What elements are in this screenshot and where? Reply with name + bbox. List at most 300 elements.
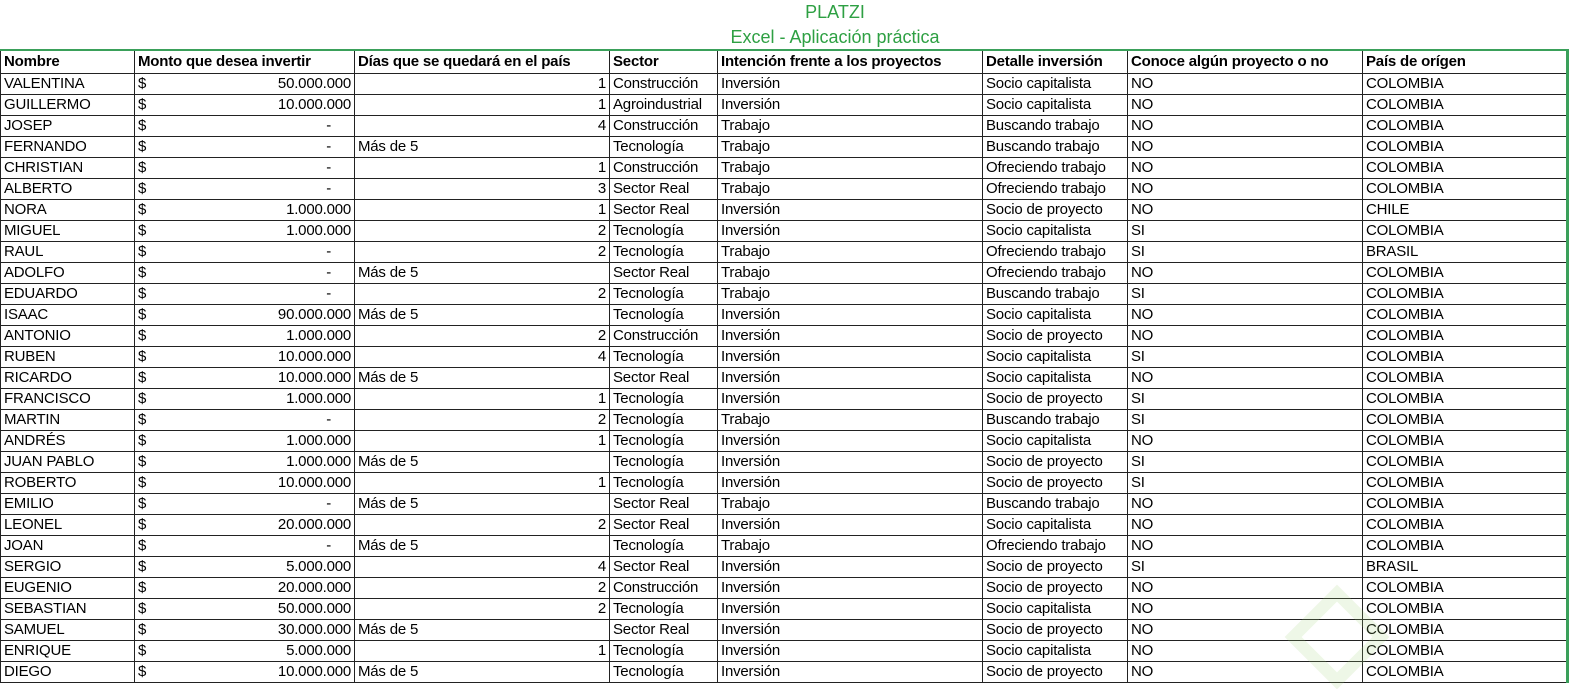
cell-knows-project[interactable]: NO — [1128, 137, 1363, 158]
table-row — [1, 494, 1568, 515]
cell-country[interactable]: COLOMBIA — [1363, 326, 1568, 347]
cell-name[interactable]: ENRIQUE — [1, 641, 135, 662]
cell-intention[interactable]: Inversión — [718, 95, 983, 116]
cell-days[interactable]: Más de 5 — [355, 662, 610, 683]
cell-days[interactable]: 4 — [355, 116, 610, 137]
cell-intention[interactable]: Inversión — [718, 641, 983, 662]
cell-intention[interactable]: Inversión — [718, 578, 983, 599]
cell-sector[interactable]: Tecnología — [610, 137, 718, 158]
cell-knows-project[interactable]: SI — [1128, 389, 1363, 410]
cell-sector[interactable]: Tecnología — [610, 221, 718, 242]
cell-country[interactable]: COLOMBIA — [1363, 221, 1568, 242]
cell-intention[interactable]: Trabajo — [718, 158, 983, 179]
cell-days[interactable]: 2 — [355, 515, 610, 536]
currency-symbol: $ — [138, 558, 147, 575]
cell-country[interactable]: COLOMBIA — [1363, 620, 1568, 641]
amount-value: - — [326, 264, 331, 281]
table-row — [1, 284, 1568, 305]
cell-detail[interactable]: Socio capitalista — [983, 347, 1128, 368]
cell-sector[interactable]: Construcción — [610, 578, 718, 599]
cell-name[interactable]: RICARDO — [1, 368, 135, 389]
cell-name[interactable]: EMILIO — [1, 494, 135, 515]
cell-amount[interactable] — [135, 662, 355, 683]
cell-country[interactable]: COLOMBIA — [1363, 389, 1568, 410]
cell-sector[interactable]: Tecnología — [610, 431, 718, 452]
cell-amount[interactable] — [135, 557, 355, 578]
cell-days[interactable]: 2 — [355, 326, 610, 347]
cell-country[interactable]: COLOMBIA — [1363, 536, 1568, 557]
cell-detail[interactable]: Buscando trabajo — [983, 494, 1128, 515]
cell-days[interactable]: 2 — [355, 221, 610, 242]
cell-knows-project[interactable]: SI — [1128, 242, 1363, 263]
cell-country[interactable]: COLOMBIA — [1363, 662, 1568, 683]
cell-name[interactable]: EDUARDO — [1, 284, 135, 305]
cell-country[interactable]: COLOMBIA — [1363, 263, 1568, 284]
cell-sector[interactable]: Tecnología — [610, 662, 718, 683]
cell-days[interactable]: Más de 5 — [355, 263, 610, 284]
cell-knows-project[interactable]: NO — [1128, 263, 1363, 284]
cell-country[interactable]: COLOMBIA — [1363, 494, 1568, 515]
cell-amount[interactable] — [135, 641, 355, 662]
cell-amount[interactable] — [135, 179, 355, 200]
currency-symbol: $ — [138, 306, 147, 323]
cell-sector[interactable]: Tecnología — [610, 305, 718, 326]
table-row — [1, 641, 1568, 662]
amount-value: - — [326, 285, 331, 302]
cell-knows-project[interactable]: SI — [1128, 347, 1363, 368]
currency-symbol: $ — [138, 537, 147, 554]
cell-days[interactable]: Más de 5 — [355, 494, 610, 515]
amount-value: 1.000.000 — [286, 432, 351, 449]
cell-knows-project[interactable]: SI — [1128, 473, 1363, 494]
cell-knows-project[interactable]: NO — [1128, 95, 1363, 116]
cell-knows-project[interactable]: NO — [1128, 599, 1363, 620]
cell-country[interactable]: BRASIL — [1363, 242, 1568, 263]
cell-knows-project[interactable]: SI — [1128, 452, 1363, 473]
cell-sector[interactable]: Sector Real — [610, 557, 718, 578]
cell-name[interactable]: FERNANDO — [1, 137, 135, 158]
cell-amount[interactable] — [135, 494, 355, 515]
cell-amount[interactable] — [135, 368, 355, 389]
amount-value: 1.000.000 — [286, 201, 351, 218]
cell-country[interactable]: COLOMBIA — [1363, 515, 1568, 536]
column-header-name[interactable]: Nombre — [1, 50, 135, 74]
cell-name[interactable]: LEONEL — [1, 515, 135, 536]
cell-amount[interactable] — [135, 95, 355, 116]
cell-intention[interactable]: Inversión — [718, 74, 983, 95]
cell-name[interactable]: NORA — [1, 200, 135, 221]
table-row — [1, 557, 1568, 578]
cell-country[interactable]: COLOMBIA — [1363, 158, 1568, 179]
cell-sector[interactable]: Tecnología — [610, 452, 718, 473]
cell-country[interactable]: COLOMBIA — [1363, 641, 1568, 662]
cell-days[interactable]: Más de 5 — [355, 536, 610, 557]
cell-name[interactable]: DIEGO — [1, 662, 135, 683]
cell-knows-project[interactable]: NO — [1128, 368, 1363, 389]
cell-name[interactable]: FRANCISCO — [1, 389, 135, 410]
cell-intention[interactable]: Trabajo — [718, 137, 983, 158]
table-row — [1, 158, 1568, 179]
cell-name[interactable]: ROBERTO — [1, 473, 135, 494]
currency-symbol: $ — [138, 642, 147, 659]
cell-name[interactable]: ANDRÉS — [1, 431, 135, 452]
cell-amount[interactable] — [135, 536, 355, 557]
table-row — [1, 620, 1568, 641]
cell-intention[interactable]: Inversión — [718, 368, 983, 389]
cell-country[interactable]: CHILE — [1363, 200, 1568, 221]
amount-value: 90.000.000 — [277, 306, 351, 323]
cell-days[interactable]: 4 — [355, 557, 610, 578]
cell-sector[interactable]: Sector Real — [610, 200, 718, 221]
cell-amount[interactable] — [135, 431, 355, 452]
cell-sector[interactable]: Agroindustrial — [610, 95, 718, 116]
cell-country[interactable]: COLOMBIA — [1363, 305, 1568, 326]
cell-intention[interactable]: Trabajo — [718, 494, 983, 515]
cell-sector[interactable]: Construcción — [610, 158, 718, 179]
amount-value: - — [326, 411, 331, 428]
amount-value: 10.000.000 — [277, 663, 351, 680]
cell-intention[interactable]: Trabajo — [718, 116, 983, 137]
cell-intention[interactable]: Inversión — [718, 599, 983, 620]
cell-name[interactable]: RUBEN — [1, 347, 135, 368]
cell-days[interactable]: 1 — [355, 473, 610, 494]
cell-days[interactable]: 2 — [355, 578, 610, 599]
table-row — [1, 116, 1568, 137]
cell-detail[interactable]: Buscando trabajo — [983, 284, 1128, 305]
cell-knows-project[interactable]: SI — [1128, 410, 1363, 431]
cell-detail[interactable]: Socio capitalista — [983, 431, 1128, 452]
cell-knows-project[interactable]: NO — [1128, 431, 1363, 452]
cell-amount[interactable] — [135, 578, 355, 599]
cell-sector[interactable]: Tecnología — [610, 410, 718, 431]
currency-symbol: $ — [138, 201, 147, 218]
column-header-days[interactable]: Días que se quedará en el país — [355, 50, 610, 74]
cell-detail[interactable]: Socio capitalista — [983, 305, 1128, 326]
cell-detail[interactable]: Socio capitalista — [983, 95, 1128, 116]
cell-knows-project[interactable]: NO — [1128, 515, 1363, 536]
cell-knows-project[interactable]: NO — [1128, 326, 1363, 347]
cell-detail[interactable]: Socio capitalista — [983, 515, 1128, 536]
cell-amount[interactable] — [135, 200, 355, 221]
cell-intention[interactable]: Trabajo — [718, 263, 983, 284]
cell-detail[interactable]: Socio capitalista — [983, 599, 1128, 620]
cell-detail[interactable]: Buscando trabajo — [983, 137, 1128, 158]
table-row — [1, 368, 1568, 389]
table-row — [1, 95, 1568, 116]
cell-name[interactable]: SERGIO — [1, 557, 135, 578]
cell-detail[interactable]: Socio de proyecto — [983, 578, 1128, 599]
cell-knows-project[interactable]: NO — [1128, 179, 1363, 200]
cell-sector[interactable]: Tecnología — [610, 242, 718, 263]
cell-country[interactable]: COLOMBIA — [1363, 137, 1568, 158]
cell-days[interactable]: 1 — [355, 389, 610, 410]
cell-days[interactable]: Más de 5 — [355, 368, 610, 389]
cell-knows-project[interactable]: NO — [1128, 620, 1363, 641]
cell-detail[interactable]: Ofreciendo trabajo — [983, 536, 1128, 557]
cell-sector[interactable]: Tecnología — [610, 347, 718, 368]
sheet-subtitle: Excel - Aplicación práctica — [730, 27, 940, 47]
currency-symbol: $ — [138, 222, 147, 239]
cell-knows-project[interactable]: NO — [1128, 641, 1363, 662]
cell-sector[interactable]: Sector Real — [610, 179, 718, 200]
cell-days[interactable]: 2 — [355, 284, 610, 305]
cell-intention[interactable]: Inversión — [718, 431, 983, 452]
table-row — [1, 473, 1568, 494]
cell-intention[interactable]: Inversión — [718, 620, 983, 641]
cell-days[interactable]: 1 — [355, 641, 610, 662]
amount-value: 1.000.000 — [286, 222, 351, 239]
currency-symbol: $ — [138, 411, 147, 428]
table-row — [1, 200, 1568, 221]
cell-intention[interactable]: Inversión — [718, 326, 983, 347]
currency-symbol: $ — [138, 117, 147, 134]
cell-days[interactable]: 3 — [355, 179, 610, 200]
cell-sector[interactable]: Construcción — [610, 116, 718, 137]
table-row — [1, 515, 1568, 536]
cell-days[interactable]: 2 — [355, 599, 610, 620]
cell-amount[interactable] — [135, 74, 355, 95]
amount-value: - — [326, 117, 331, 134]
cell-amount[interactable] — [135, 221, 355, 242]
cell-detail[interactable]: Socio capitalista — [983, 368, 1128, 389]
cell-country[interactable]: COLOMBIA — [1363, 347, 1568, 368]
cell-amount[interactable] — [135, 305, 355, 326]
cell-detail[interactable]: Socio capitalista — [983, 221, 1128, 242]
cell-amount[interactable] — [135, 620, 355, 641]
cell-sector[interactable]: Tecnología — [610, 473, 718, 494]
cell-amount[interactable] — [135, 326, 355, 347]
amount-value: - — [326, 138, 331, 155]
currency-symbol: $ — [138, 474, 147, 491]
cell-knows-project[interactable]: NO — [1128, 662, 1363, 683]
cell-days[interactable]: 2 — [355, 242, 610, 263]
cell-detail[interactable]: Ofreciendo trabajo — [983, 158, 1128, 179]
table-row — [1, 662, 1568, 683]
cell-knows-project[interactable]: NO — [1128, 158, 1363, 179]
cell-country[interactable]: COLOMBIA — [1363, 473, 1568, 494]
cell-intention[interactable]: Inversión — [718, 662, 983, 683]
cell-knows-project[interactable]: SI — [1128, 221, 1363, 242]
currency-symbol: $ — [138, 138, 147, 155]
currency-symbol: $ — [138, 516, 147, 533]
table-row — [1, 431, 1568, 452]
currency-symbol: $ — [138, 369, 147, 386]
column-header-sector[interactable]: Sector — [610, 50, 718, 74]
cell-knows-project[interactable]: NO — [1128, 305, 1363, 326]
currency-symbol: $ — [138, 390, 147, 407]
cell-detail[interactable]: Buscando trabajo — [983, 410, 1128, 431]
cell-detail[interactable]: Socio de proyecto — [983, 452, 1128, 473]
cell-name[interactable]: GUILLERMO — [1, 95, 135, 116]
cell-amount[interactable] — [135, 473, 355, 494]
cell-intention[interactable]: Inversión — [718, 221, 983, 242]
cell-sector[interactable]: Sector Real — [610, 263, 718, 284]
cell-sector[interactable]: Sector Real — [610, 494, 718, 515]
cell-intention[interactable]: Inversión — [718, 200, 983, 221]
cell-country[interactable]: BRASIL — [1363, 557, 1568, 578]
cell-days[interactable]: 1 — [355, 95, 610, 116]
cell-detail[interactable]: Socio de proyecto — [983, 557, 1128, 578]
table-row — [1, 536, 1568, 557]
cell-detail[interactable]: Socio de proyecto — [983, 200, 1128, 221]
cell-days[interactable]: 1 — [355, 158, 610, 179]
column-header-country[interactable]: País de orígen — [1363, 50, 1568, 74]
cell-detail[interactable]: Socio de proyecto — [983, 326, 1128, 347]
cell-name[interactable]: ANTONIO — [1, 326, 135, 347]
currency-symbol: $ — [138, 600, 147, 617]
amount-value: 5.000.000 — [286, 642, 351, 659]
cell-country[interactable]: COLOMBIA — [1363, 179, 1568, 200]
cell-name[interactable]: SEBASTIAN — [1, 599, 135, 620]
cell-country[interactable]: COLOMBIA — [1363, 410, 1568, 431]
cell-intention[interactable]: Inversión — [718, 557, 983, 578]
cell-sector[interactable]: Sector Real — [610, 515, 718, 536]
cell-detail[interactable]: Ofreciendo trabajo — [983, 263, 1128, 284]
cell-name[interactable]: MARTIN — [1, 410, 135, 431]
cell-intention[interactable]: Inversión — [718, 347, 983, 368]
currency-symbol: $ — [138, 432, 147, 449]
investors-table — [0, 49, 1569, 683]
cell-country[interactable]: COLOMBIA — [1363, 452, 1568, 473]
cell-amount[interactable] — [135, 158, 355, 179]
column-header-amount[interactable]: Monto que desea invertir — [135, 50, 355, 74]
currency-symbol: $ — [138, 348, 147, 365]
cell-detail[interactable]: Socio de proyecto — [983, 389, 1128, 410]
cell-detail[interactable]: Buscando trabajo — [983, 116, 1128, 137]
column-header-detail[interactable]: Detalle inversión — [983, 50, 1128, 74]
amount-value: 10.000.000 — [277, 348, 351, 365]
amount-value: 50.000.000 — [277, 600, 351, 617]
cell-country[interactable]: COLOMBIA — [1363, 74, 1568, 95]
cell-amount[interactable] — [135, 599, 355, 620]
cell-detail[interactable]: Socio capitalista — [983, 74, 1128, 95]
cell-knows-project[interactable]: NO — [1128, 74, 1363, 95]
cell-detail[interactable]: Socio capitalista — [983, 641, 1128, 662]
cell-days[interactable]: Más de 5 — [355, 305, 610, 326]
cell-days[interactable]: Más de 5 — [355, 137, 610, 158]
cell-knows-project[interactable]: NO — [1128, 200, 1363, 221]
cell-intention[interactable]: Inversión — [718, 389, 983, 410]
cell-days[interactable]: 1 — [355, 200, 610, 221]
cell-amount[interactable] — [135, 410, 355, 431]
cell-sector[interactable]: Tecnología — [610, 389, 718, 410]
cell-amount[interactable] — [135, 515, 355, 536]
cell-days[interactable]: 1 — [355, 74, 610, 95]
cell-amount[interactable] — [135, 347, 355, 368]
cell-intention[interactable]: Trabajo — [718, 179, 983, 200]
cell-country[interactable]: COLOMBIA — [1363, 431, 1568, 452]
column-header-intention[interactable]: Intención frente a los proyectos — [718, 50, 983, 74]
amount-value: 10.000.000 — [277, 96, 351, 113]
cell-detail[interactable]: Socio de proyecto — [983, 620, 1128, 641]
cell-knows-project[interactable]: SI — [1128, 557, 1363, 578]
cell-country[interactable]: COLOMBIA — [1363, 599, 1568, 620]
cell-sector[interactable]: Tecnología — [610, 536, 718, 557]
cell-detail[interactable]: Ofreciendo trabajo — [983, 242, 1128, 263]
amount-value: - — [326, 159, 331, 176]
column-header-knows-project[interactable]: Conoce algún proyecto o no — [1128, 50, 1363, 74]
cell-name[interactable]: CHRISTIAN — [1, 158, 135, 179]
cell-intention[interactable]: Trabajo — [718, 410, 983, 431]
cell-intention[interactable]: Inversión — [718, 473, 983, 494]
cell-sector[interactable]: Construcción — [610, 74, 718, 95]
cell-country[interactable]: COLOMBIA — [1363, 116, 1568, 137]
cell-detail[interactable]: Ofreciendo trabajo — [983, 179, 1128, 200]
cell-name[interactable]: MIGUEL — [1, 221, 135, 242]
cell-sector[interactable]: Sector Real — [610, 368, 718, 389]
cell-name[interactable]: ISAAC — [1, 305, 135, 326]
cell-sector[interactable]: Tecnología — [610, 641, 718, 662]
cell-amount[interactable] — [135, 137, 355, 158]
cell-name[interactable]: JOSEP — [1, 116, 135, 137]
cell-country[interactable]: COLOMBIA — [1363, 95, 1568, 116]
cell-sector[interactable]: Sector Real — [610, 620, 718, 641]
cell-intention[interactable]: Inversión — [718, 452, 983, 473]
cell-intention[interactable]: Trabajo — [718, 536, 983, 557]
table-row — [1, 137, 1568, 158]
cell-amount[interactable] — [135, 263, 355, 284]
cell-days[interactable]: 1 — [355, 431, 610, 452]
cell-amount[interactable] — [135, 389, 355, 410]
table-row — [1, 452, 1568, 473]
cell-days[interactable]: Más de 5 — [355, 620, 610, 641]
cell-name[interactable]: EUGENIO — [1, 578, 135, 599]
cell-name[interactable]: VALENTINA — [1, 74, 135, 95]
cell-name[interactable]: RAUL — [1, 242, 135, 263]
cell-name[interactable]: ALBERTO — [1, 179, 135, 200]
cell-knows-project[interactable]: SI — [1128, 284, 1363, 305]
cell-intention[interactable]: Inversión — [718, 515, 983, 536]
cell-name[interactable]: ADOLFO — [1, 263, 135, 284]
table-row — [1, 347, 1568, 368]
cell-amount[interactable] — [135, 284, 355, 305]
cell-country[interactable]: COLOMBIA — [1363, 284, 1568, 305]
amount-value: 30.000.000 — [277, 621, 351, 638]
cell-amount[interactable] — [135, 452, 355, 473]
cell-sector[interactable]: Tecnología — [610, 599, 718, 620]
cell-detail[interactable]: Socio de proyecto — [983, 662, 1128, 683]
cell-knows-project[interactable]: NO — [1128, 116, 1363, 137]
cell-detail[interactable]: Socio de proyecto — [983, 473, 1128, 494]
sheet-title: PLATZI — [805, 2, 865, 22]
cell-days[interactable]: 2 — [355, 410, 610, 431]
cell-knows-project[interactable]: NO — [1128, 578, 1363, 599]
amount-value: 5.000.000 — [286, 558, 351, 575]
cell-name[interactable]: SAMUEL — [1, 620, 135, 641]
cell-sector[interactable]: Tecnología — [610, 284, 718, 305]
cell-knows-project[interactable]: NO — [1128, 494, 1363, 515]
amount-value: 1.000.000 — [286, 327, 351, 344]
cell-country[interactable]: COLOMBIA — [1363, 368, 1568, 389]
cell-intention[interactable]: Inversión — [718, 305, 983, 326]
table-row — [1, 221, 1568, 242]
table-row — [1, 263, 1568, 284]
cell-days[interactable]: 4 — [355, 347, 610, 368]
currency-symbol: $ — [138, 285, 147, 302]
cell-intention[interactable]: Trabajo — [718, 242, 983, 263]
table-row — [1, 578, 1568, 599]
table-row — [1, 74, 1568, 95]
cell-name[interactable]: JUAN PABLO — [1, 452, 135, 473]
cell-knows-project[interactable]: NO — [1128, 536, 1363, 557]
cell-sector[interactable]: Construcción — [610, 326, 718, 347]
cell-intention[interactable]: Trabajo — [718, 284, 983, 305]
cell-days[interactable]: Más de 5 — [355, 452, 610, 473]
cell-amount[interactable] — [135, 116, 355, 137]
cell-country[interactable]: COLOMBIA — [1363, 578, 1568, 599]
cell-amount[interactable] — [135, 242, 355, 263]
cell-name[interactable]: JOAN — [1, 536, 135, 557]
